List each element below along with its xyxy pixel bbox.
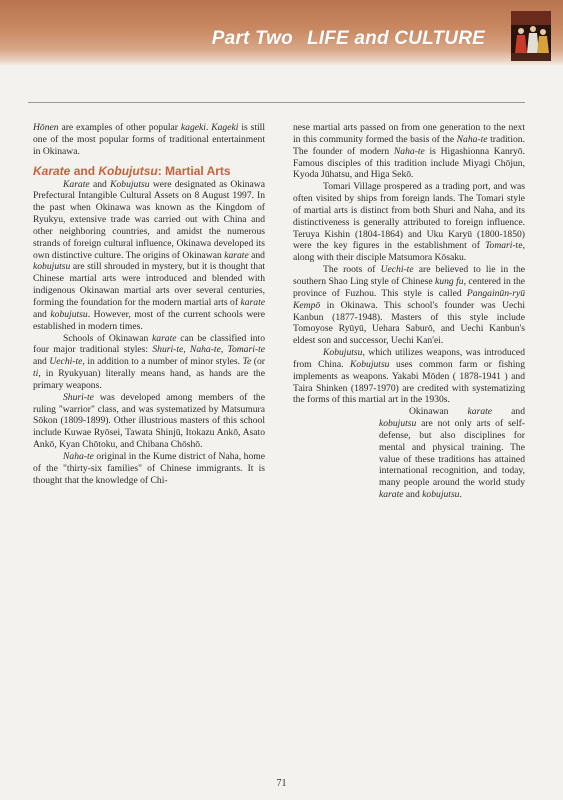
page-header-title	[212, 28, 485, 50]
section-heading: Karate and Kobujutsu: Martial Arts	[33, 163, 231, 178]
paragraph-disciplines: Okinawan karate and kobujutsu are not only arts of self-defense, but also disciplines for mental and physical training. The value of these traditions has attained international recognition, and today, many people around the world study karate and kobujutsu.	[379, 406, 525, 501]
paragraph-honen: Hōnen are examples of other popular kageki. Kageki is still one of the most popular forms of traditional entertainment in Okinawa.	[33, 122, 266, 157]
paragraph-uechi-te: The roots of Uechi-te are believed to lie in the southern Shao Ling style of Chinese kung fu, centered in the province of Fuzhou. This style is called Pangainūn-ryū Kempō in Okinawa. This school's founder was Uechi Kanbun (1877-1948). Masters of this style include Tomoyose Ryūyū, Uehara Saburō, and Uechi Kanbun's eldest son and successor, Uechi Kan'ei.	[293, 264, 525, 347]
paragraph-naha-te-cont: nese martial arts passed on from one generation to the next in this community formed the basis of the Naha-te tradition. The founder of modern Naha-te is Higashionna Kanryō. Famous disciples of this tradition include Miyagi Chōjun, Kyoda Jūhatsu, and Higa Sekō.	[293, 122, 525, 181]
page-number: 71	[276, 778, 287, 789]
header-divider	[28, 102, 525, 103]
paragraph-kobujutsu: Kobujutsu, which utilizes weapons, was introduced from China. Kobujutsu uses common farm or fishing implements as weapons. Yakabi Mōden ( 1878-1941 ) and Taira Shinken (1897-1970) are credited with systematizing the forms of this martial art in the 1930s.	[293, 347, 525, 406]
paragraph-karate-intro: Karate and Kobujutsu were designated as Okinawa Prefectural Intangible Cultural Assets on 8 August 1997. In the past when Okinawa was known as the Kingdom of Ryukyu, extensive trade was carried out with China and other neighboring countries, and amidst the numerous strands of foreign cultural influence, Okinawa developed its own distinctive culture. The origins of Okinawan karate and kobujutsu are still shrouded in mystery, but it is thought that Chinese martial arts were introduced and blended with indigenous Okinawan martial arts over several centuries, forming the foundation for the modern martial arts of karate and kobujutsu. However, most of the current schools were established in modern times.	[33, 178, 265, 332]
text-column-right	[293, 122, 525, 650]
image-placeholder-area	[293, 430, 379, 650]
paragraph-naha-te: Naha-te original in the Kume district of Naha, home of the "thirty-six families" of Chinese immigrants. It is thought that the knowledge of Chi-	[33, 450, 265, 486]
header-part: Part Two	[211, 28, 293, 49]
paragraph-shuri-te: Shuri-te was developed among members of the ruling "warrior" class, and was systematized by Matsumura Sōkon (1809-1899). Other illustrious masters of this school include Kuwae Ryōsei, Tawata Shinjū, Itokazu Ankō, Asato Ankō, Kyan Chōtoku, and Chibana Chōshō.	[33, 391, 265, 451]
paragraph-schools: Schools of Okinawan karate can be classified into four major traditional styles: Shuri-te, Naha-te, Tomari-te and Uechi-te, in addition to a number of minor styles. Te (or ti, in Ryukyuan) literally means hand, as hands are the primary weapons.	[33, 332, 265, 391]
header-section: LIFE and CULTURE	[306, 28, 485, 49]
header-photo-dancers	[511, 11, 551, 61]
paragraph-tomari: Tomari Village prospered as a trading port, and was often visited by ships from foreign lands. The Tomari style of martial arts is distinct from both Shuri and Naha, and its distinctiveness is generally attributed to foreign influence. Teruya Kishin (1804-1864) and Uku Karyū (1800-1850) were the key figures in the establishment of Tomari-te, along with their disciple Matsumora Kōsaku.	[293, 181, 525, 264]
dancers-image-icon	[511, 11, 551, 61]
text-column-left	[33, 122, 265, 486]
